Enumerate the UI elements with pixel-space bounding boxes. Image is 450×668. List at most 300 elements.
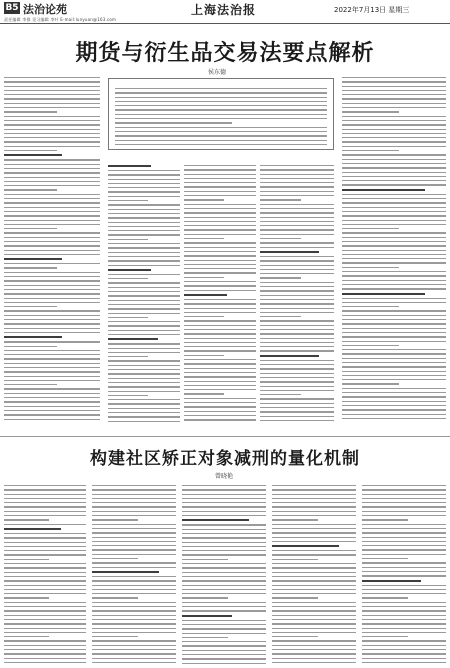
- body-text-line: [184, 308, 256, 309]
- body-text-line: [4, 116, 100, 117]
- body-text-line: [4, 371, 100, 372]
- body-text-line: [342, 159, 446, 160]
- body-text-line: [4, 354, 100, 355]
- body-text-line: [4, 406, 100, 407]
- body-text-line: [182, 633, 266, 634]
- body-text-line: [4, 185, 100, 186]
- body-text-line: [4, 103, 100, 104]
- body-text-line: [92, 589, 176, 590]
- body-text-line: [362, 645, 446, 646]
- body-text-line: [260, 360, 334, 361]
- body-text-line: [184, 381, 256, 382]
- body-text-line: [108, 408, 180, 409]
- body-text-line: [184, 350, 256, 351]
- body-text-line: [260, 169, 334, 170]
- body-text-line: [92, 610, 176, 611]
- body-text-line: [342, 267, 399, 268]
- body-text-line: [4, 172, 100, 173]
- body-text-line: [342, 146, 446, 147]
- article1-headline: 期货与衍生品交易法要点解析: [75, 41, 375, 66]
- body-text-line: [182, 529, 266, 530]
- body-text-line: [108, 287, 180, 288]
- body-text-line: [182, 597, 228, 598]
- body-text-line: [362, 640, 446, 641]
- body-text-line: [108, 209, 180, 210]
- summary-box-text: [115, 85, 327, 145]
- body-text-line: [362, 532, 446, 533]
- body-text-line: [342, 310, 446, 311]
- body-text-line: [92, 558, 138, 559]
- section-subheading: [260, 355, 319, 357]
- body-text-line: [182, 494, 266, 495]
- body-text-line: [108, 382, 180, 383]
- body-text-line: [342, 180, 446, 181]
- body-text-line: [342, 418, 446, 419]
- body-text-line: [260, 191, 334, 192]
- body-text-line: [182, 585, 266, 586]
- body-text-line: [4, 619, 86, 620]
- body-text-line: [342, 349, 446, 350]
- body-text-line: [260, 386, 334, 387]
- body-text-line: [342, 111, 399, 112]
- body-text-line: [342, 224, 446, 225]
- section-subheading: [184, 294, 227, 296]
- body-text-line: [92, 545, 176, 546]
- body-text-line: [108, 386, 180, 387]
- body-text-line: [4, 254, 100, 255]
- body-text-line: [4, 111, 57, 112]
- body-text-line: [342, 90, 446, 91]
- body-text-line: [362, 498, 446, 499]
- body-text-line: [272, 649, 356, 650]
- body-text-line: [92, 628, 176, 629]
- body-text-line: [342, 124, 446, 125]
- body-text-line: [260, 416, 334, 417]
- body-text-line: [4, 597, 49, 598]
- body-text-line: [260, 338, 334, 339]
- body-text-line: [182, 610, 266, 611]
- body-text-line: [4, 215, 100, 216]
- body-text-line: [272, 485, 356, 486]
- body-text-line: [4, 228, 57, 229]
- body-text-line: [342, 207, 446, 208]
- body-text-line: [272, 494, 356, 495]
- body-text-line: [184, 415, 256, 416]
- body-text-line: [184, 182, 256, 183]
- body-text-line: [184, 419, 256, 420]
- body-text-line: [260, 377, 334, 378]
- body-text-line: [184, 368, 256, 369]
- body-text-line: [260, 312, 334, 313]
- body-text-line: [92, 537, 176, 538]
- body-text-line: [182, 602, 266, 603]
- newspaper-logo: 上海法治报: [191, 3, 257, 17]
- body-text-line: [342, 284, 446, 285]
- body-text-line: [260, 394, 301, 395]
- body-text-line: [92, 597, 138, 598]
- body-text-line: [362, 549, 446, 550]
- body-text-line: [260, 212, 334, 213]
- body-text-line: [342, 396, 446, 397]
- body-text-line: [108, 313, 180, 314]
- body-text-line: [182, 537, 266, 538]
- body-text-line: [115, 135, 327, 136]
- body-text-line: [342, 167, 446, 168]
- body-text-line: [4, 559, 49, 560]
- body-text-line: [260, 238, 301, 239]
- body-text-line: [92, 502, 176, 503]
- body-text-line: [184, 217, 256, 218]
- body-text-line: [272, 653, 356, 654]
- body-text-line: [342, 241, 446, 242]
- body-text-line: [182, 489, 266, 490]
- issue-date: 2022年7月13日 星期三: [334, 6, 410, 14]
- body-text-line: [4, 224, 100, 225]
- body-text-line: [362, 528, 446, 529]
- body-text-line: [4, 572, 86, 573]
- body-text-line: [92, 494, 176, 495]
- body-text-line: [272, 662, 356, 663]
- body-text-line: [115, 127, 327, 128]
- body-text-line: [4, 298, 100, 299]
- body-text-line: [4, 241, 100, 242]
- body-text-line: [182, 498, 266, 499]
- body-text-line: [108, 278, 148, 279]
- body-text-line: [342, 336, 446, 337]
- body-text-line: [272, 597, 318, 598]
- body-text-line: [4, 615, 86, 616]
- body-text-line: [92, 640, 176, 641]
- body-text-line: [260, 364, 334, 365]
- body-text-line: [108, 403, 180, 404]
- body-text-line: [4, 494, 86, 495]
- section-subheading: [4, 258, 62, 260]
- body-text-line: [342, 211, 446, 212]
- body-text-line: [342, 409, 446, 410]
- body-text-line: [342, 258, 446, 259]
- body-text-line: [342, 379, 446, 380]
- body-text-line: [4, 610, 86, 611]
- body-text-line: [92, 636, 138, 637]
- body-text-line: [184, 199, 224, 200]
- body-text-line: [260, 381, 334, 382]
- body-text-line: [342, 232, 446, 233]
- body-text-line: [260, 333, 334, 334]
- body-text-line: [260, 390, 334, 391]
- body-text-line: [184, 260, 256, 261]
- body-text-line: [342, 353, 446, 354]
- article1-column-4: [260, 162, 334, 424]
- body-text-line: [184, 406, 256, 407]
- body-text-line: [4, 272, 100, 273]
- body-text-line: [342, 328, 446, 329]
- body-text-line: [4, 81, 100, 82]
- body-text-line: [108, 373, 180, 374]
- body-text-line: [115, 131, 327, 132]
- body-text-line: [182, 593, 266, 594]
- body-text-line: [108, 399, 180, 400]
- body-text-line: [342, 388, 446, 389]
- body-text-line: [260, 368, 334, 369]
- body-text-line: [108, 239, 148, 240]
- article-separator: [0, 436, 450, 437]
- body-text-line: [184, 242, 256, 243]
- body-text-line: [4, 263, 100, 264]
- body-text-line: [4, 524, 86, 525]
- body-text-line: [4, 662, 86, 663]
- body-text-line: [184, 255, 256, 256]
- body-text-line: [108, 200, 148, 201]
- section-subheading: [108, 165, 151, 167]
- body-text-line: [108, 260, 180, 261]
- body-text-line: [4, 546, 86, 547]
- body-text-line: [4, 602, 86, 603]
- body-text-line: [272, 567, 356, 568]
- body-text-line: [108, 183, 180, 184]
- body-text-line: [182, 502, 266, 503]
- body-text-line: [362, 562, 446, 563]
- body-text-line: [182, 515, 266, 516]
- body-text-line: [184, 229, 256, 230]
- body-text-line: [4, 554, 86, 555]
- body-text-line: [108, 360, 180, 361]
- body-text-line: [108, 243, 180, 244]
- body-text-line: [342, 172, 446, 173]
- body-text-line: [184, 402, 256, 403]
- body-text-line: [4, 250, 100, 251]
- body-text-line: [260, 308, 334, 309]
- body-text-line: [342, 120, 446, 121]
- body-text-line: [182, 542, 266, 543]
- body-text-line: [272, 528, 356, 529]
- body-text-line: [260, 221, 334, 222]
- body-text-line: [115, 92, 327, 93]
- body-text-line: [182, 485, 266, 486]
- section-subheading: [342, 293, 425, 295]
- body-text-line: [260, 199, 301, 200]
- body-text-line: [108, 343, 180, 344]
- body-text-line: [362, 632, 446, 633]
- body-text-line: [362, 571, 446, 572]
- body-text-line: [342, 298, 446, 299]
- body-text-line: [272, 589, 356, 590]
- body-text-line: [342, 275, 446, 276]
- body-text-line: [260, 303, 334, 304]
- body-text-line: [272, 537, 356, 538]
- body-text-line: [115, 140, 327, 141]
- body-text-line: [4, 267, 57, 268]
- body-text-line: [108, 300, 180, 301]
- body-text-line: [272, 636, 318, 637]
- body-text-line: [260, 186, 334, 187]
- body-text-line: [182, 645, 266, 646]
- body-text-line: [182, 506, 266, 507]
- body-text-line: [108, 179, 180, 180]
- body-text-line: [4, 306, 57, 307]
- body-text-line: [4, 77, 100, 78]
- body-text-line: [272, 541, 356, 542]
- body-text-line: [4, 124, 100, 125]
- body-text-line: [362, 558, 408, 559]
- section-subheading: [4, 154, 62, 156]
- body-text-line: [92, 653, 176, 654]
- body-text-line: [92, 619, 176, 620]
- body-text-line: [108, 365, 180, 366]
- body-text-line: [92, 485, 176, 486]
- article1-column-2: [108, 162, 180, 424]
- body-text-line: [362, 597, 408, 598]
- body-text-line: [342, 228, 399, 229]
- body-text-line: [4, 129, 100, 130]
- body-text-line: [92, 662, 176, 663]
- body-text-line: [272, 511, 356, 512]
- body-text-line: [260, 350, 334, 351]
- body-text-line: [4, 380, 100, 381]
- body-text-line: [4, 177, 100, 178]
- body-text-line: [4, 232, 100, 233]
- body-text-line: [108, 191, 180, 192]
- body-text-line: [4, 194, 100, 195]
- body-text-line: [92, 524, 176, 525]
- body-text-line: [272, 572, 356, 573]
- body-text-line: [342, 150, 399, 151]
- body-text-line: [115, 101, 327, 102]
- body-text-line: [342, 250, 446, 251]
- body-text-line: [342, 306, 399, 307]
- body-text-line: [108, 330, 180, 331]
- body-text-line: [184, 376, 256, 377]
- body-text-line: [260, 174, 334, 175]
- body-text-line: [4, 310, 100, 311]
- body-text-line: [342, 103, 446, 104]
- body-text-line: [4, 589, 86, 590]
- body-text-line: [342, 345, 399, 346]
- body-text-line: [4, 580, 86, 581]
- article1-column-3: [184, 162, 256, 424]
- body-text-line: [184, 363, 256, 364]
- body-text-line: [184, 204, 256, 205]
- body-text-line: [272, 550, 356, 551]
- body-text-line: [4, 636, 49, 637]
- body-text-line: [184, 393, 224, 394]
- body-text-line: [260, 208, 334, 209]
- body-text-line: [115, 105, 327, 106]
- body-text-line: [4, 289, 100, 290]
- body-text-line: [362, 524, 446, 525]
- body-text-line: [272, 606, 356, 607]
- page-code: B5: [5, 3, 19, 13]
- body-text-line: [4, 419, 100, 420]
- body-text-line: [272, 585, 356, 586]
- article2-column-3: [182, 482, 266, 664]
- body-text-line: [108, 265, 180, 266]
- body-text-line: [184, 312, 256, 313]
- masthead-rule: [0, 23, 450, 24]
- body-text-line: [4, 328, 100, 329]
- article1-column-1: [4, 74, 100, 424]
- body-text-line: [362, 610, 446, 611]
- body-text-line: [362, 502, 446, 503]
- article2-column-4: [272, 482, 356, 664]
- body-text-line: [362, 649, 446, 650]
- section-subheading: [362, 580, 421, 582]
- body-text-line: [182, 550, 266, 551]
- body-text-line: [108, 204, 180, 205]
- body-text-line: [342, 392, 446, 393]
- body-text-line: [184, 303, 256, 304]
- body-text-line: [4, 350, 100, 351]
- body-text-line: [182, 546, 266, 547]
- body-text-line: [260, 260, 334, 261]
- body-text-line: [342, 280, 446, 281]
- body-text-line: [108, 356, 148, 357]
- body-text-line: [362, 593, 446, 594]
- body-text-line: [108, 334, 180, 335]
- body-text-line: [4, 397, 100, 398]
- body-text-line: [342, 194, 446, 195]
- body-text-line: [362, 589, 446, 590]
- body-text-line: [184, 329, 256, 330]
- body-text-line: [260, 342, 334, 343]
- body-text-line: [108, 226, 180, 227]
- body-text-line: [4, 585, 86, 586]
- body-text-line: [260, 411, 334, 412]
- body-text-line: [260, 398, 334, 399]
- body-text-line: [260, 256, 334, 257]
- body-text-line: [4, 515, 86, 516]
- body-text-line: [4, 393, 100, 394]
- body-text-line: [342, 271, 446, 272]
- body-text-line: [4, 237, 100, 238]
- body-text-line: [182, 563, 266, 564]
- body-text-line: [184, 316, 224, 317]
- body-text-line: [260, 225, 334, 226]
- body-text-line: [92, 554, 176, 555]
- body-text-line: [184, 208, 256, 209]
- body-text-line: [342, 198, 446, 199]
- body-text-line: [108, 291, 180, 292]
- body-text-line: [182, 663, 266, 664]
- body-text-line: [260, 265, 334, 266]
- body-text-line: [92, 506, 176, 507]
- body-text-line: [362, 615, 446, 616]
- body-text-line: [182, 567, 266, 568]
- body-text-line: [260, 204, 334, 205]
- body-text-line: [4, 207, 100, 208]
- body-text-line: [184, 346, 256, 347]
- body-text-line: [260, 299, 334, 300]
- body-text-line: [260, 325, 334, 326]
- body-text-line: [108, 378, 180, 379]
- body-text-line: [92, 593, 176, 594]
- body-text-line: [184, 264, 256, 265]
- body-text-line: [362, 545, 446, 546]
- body-text-line: [92, 562, 176, 563]
- body-text-line: [272, 610, 356, 611]
- body-text-line: [4, 164, 100, 165]
- section-subheading: [182, 519, 249, 521]
- body-text-line: [108, 369, 180, 370]
- body-text-line: [342, 319, 446, 320]
- body-text-line: [115, 114, 327, 115]
- body-text-line: [4, 498, 86, 499]
- body-text-line: [92, 511, 176, 512]
- body-text-line: [182, 524, 266, 525]
- body-text-line: [272, 640, 356, 641]
- body-text-line: [184, 238, 224, 239]
- body-text-line: [184, 272, 256, 273]
- body-text-line: [260, 182, 334, 183]
